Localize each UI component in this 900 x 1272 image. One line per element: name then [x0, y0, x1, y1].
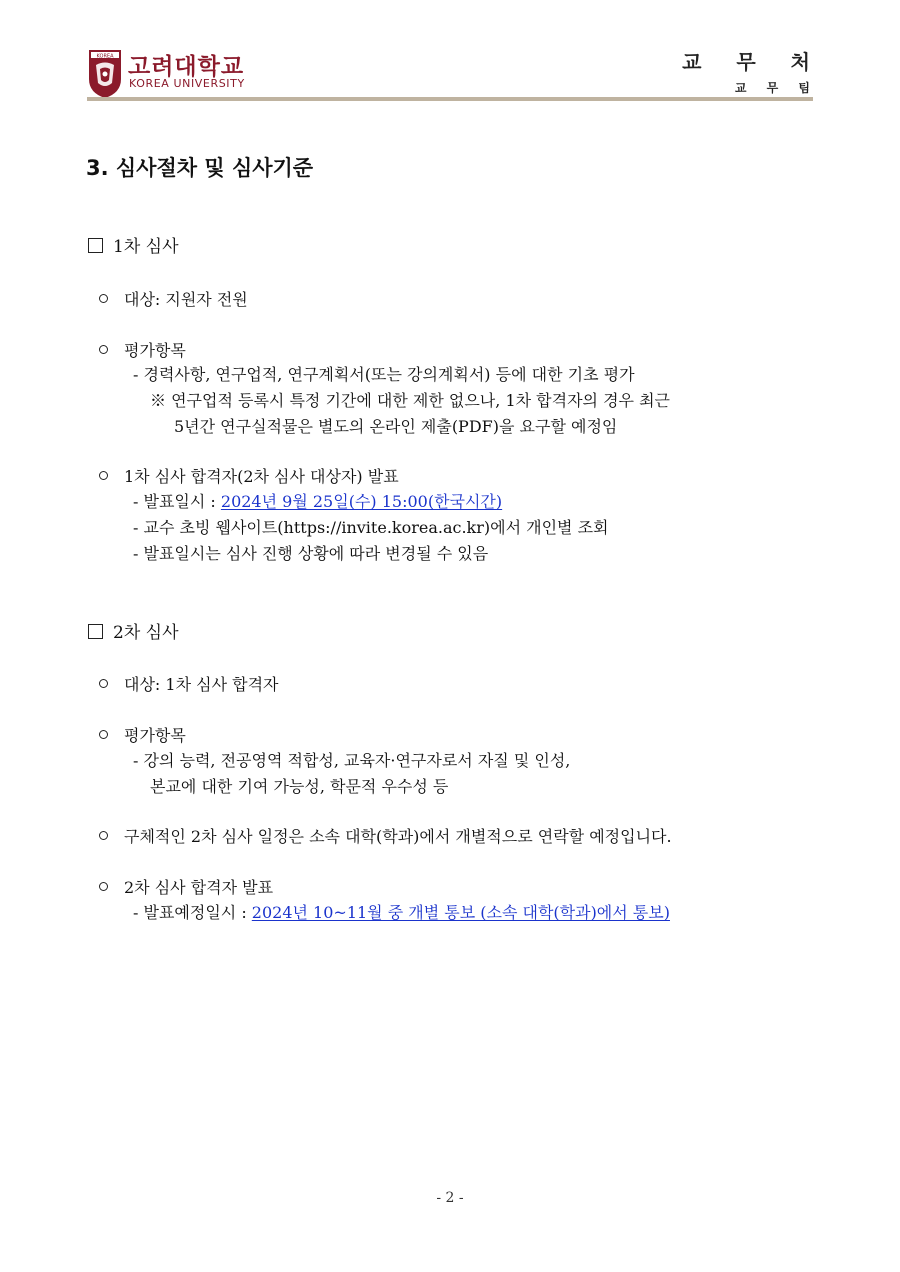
- round1-announce-site: - 교수 초빙 웹사이트(https://invite.korea.ac.kr)에서 개인별 조회: [133, 518, 609, 537]
- section-title: 3. 심사절차 및 심사기준: [86, 156, 314, 180]
- round2-target: 대상: 1차 심사 합격자: [99, 672, 278, 695]
- svg-text:KOREA: KOREA: [96, 53, 114, 60]
- round1-announce-date: 2024년 9월 25일(수) 15:00(한국시간): [220, 492, 503, 511]
- page-number: - 2 -: [436, 1190, 464, 1206]
- round1-criteria-label: 평가항목: [99, 338, 186, 361]
- circle-bullet-icon: [99, 471, 108, 480]
- circle-bullet-icon: [99, 294, 108, 303]
- university-logo-korean: 고려대학교: [128, 54, 245, 80]
- university-logo-english: KOREA UNIVERSITY: [129, 77, 245, 90]
- team-name: 교 무 팀: [734, 81, 818, 95]
- round2-announce-label: 2차 심사 합격자 발표: [99, 875, 273, 898]
- header-divider: [87, 97, 813, 101]
- round2-criteria-line2: 본교에 대한 기여 가능성, 학문적 우수성 등: [150, 777, 449, 796]
- round1-announce-date-line: - 발표일시 : 2024년 9월 25일(수) 15:00(한국시간): [133, 492, 503, 511]
- round2-announce-date: 2024년 10~11월 중 개별 통보 (소속 대학(학과)에서 통보): [251, 903, 670, 922]
- round1-target: 대상: 지원자 전원: [99, 287, 248, 310]
- department-name: 교 무 처: [682, 50, 824, 74]
- round1-heading: 1차 심사: [88, 232, 179, 257]
- circle-bullet-icon: [99, 679, 108, 688]
- circle-bullet-icon: [99, 730, 108, 739]
- round2-heading: 2차 심사: [88, 618, 179, 643]
- checkbox-square-icon: [88, 238, 103, 253]
- circle-bullet-icon: [99, 831, 108, 840]
- round2-schedule: 구체적인 2차 심사 일정은 소속 대학(학과)에서 개별적으로 연락할 예정입니다.: [99, 824, 672, 847]
- round2-criteria-line1: - 강의 능력, 전공영역 적합성, 교육자·연구자로서 자질 및 인성,: [133, 751, 571, 770]
- round1-criteria-item: - 경력사항, 연구업적, 연구계획서(또는 강의계획서) 등에 대한 기초 평가: [133, 365, 635, 384]
- round1-announce-label: 1차 심사 합격자(2차 심사 대상자) 발표: [99, 464, 399, 487]
- round2-announce-date-line: - 발표예정일시 : 2024년 10~11월 중 개별 통보 (소속 대학(학과)에서 통보): [133, 903, 670, 922]
- circle-bullet-icon: [99, 345, 108, 354]
- round1-note-line1: ※ 연구업적 등록시 특정 기간에 대한 제한 없으나, 1차 합격자의 경우 최근: [150, 391, 670, 410]
- circle-bullet-icon: [99, 882, 108, 891]
- checkbox-square-icon: [88, 624, 103, 639]
- round1-note-line2: 5년간 연구실적물은 별도의 온라인 제출(PDF)을 요구할 예정임: [174, 417, 618, 436]
- round1-announce-note: - 발표일시는 심사 진행 상황에 따라 변경될 수 있음: [133, 544, 489, 563]
- university-emblem-icon: [88, 49, 122, 99]
- round2-criteria-label: 평가항목: [99, 723, 186, 746]
